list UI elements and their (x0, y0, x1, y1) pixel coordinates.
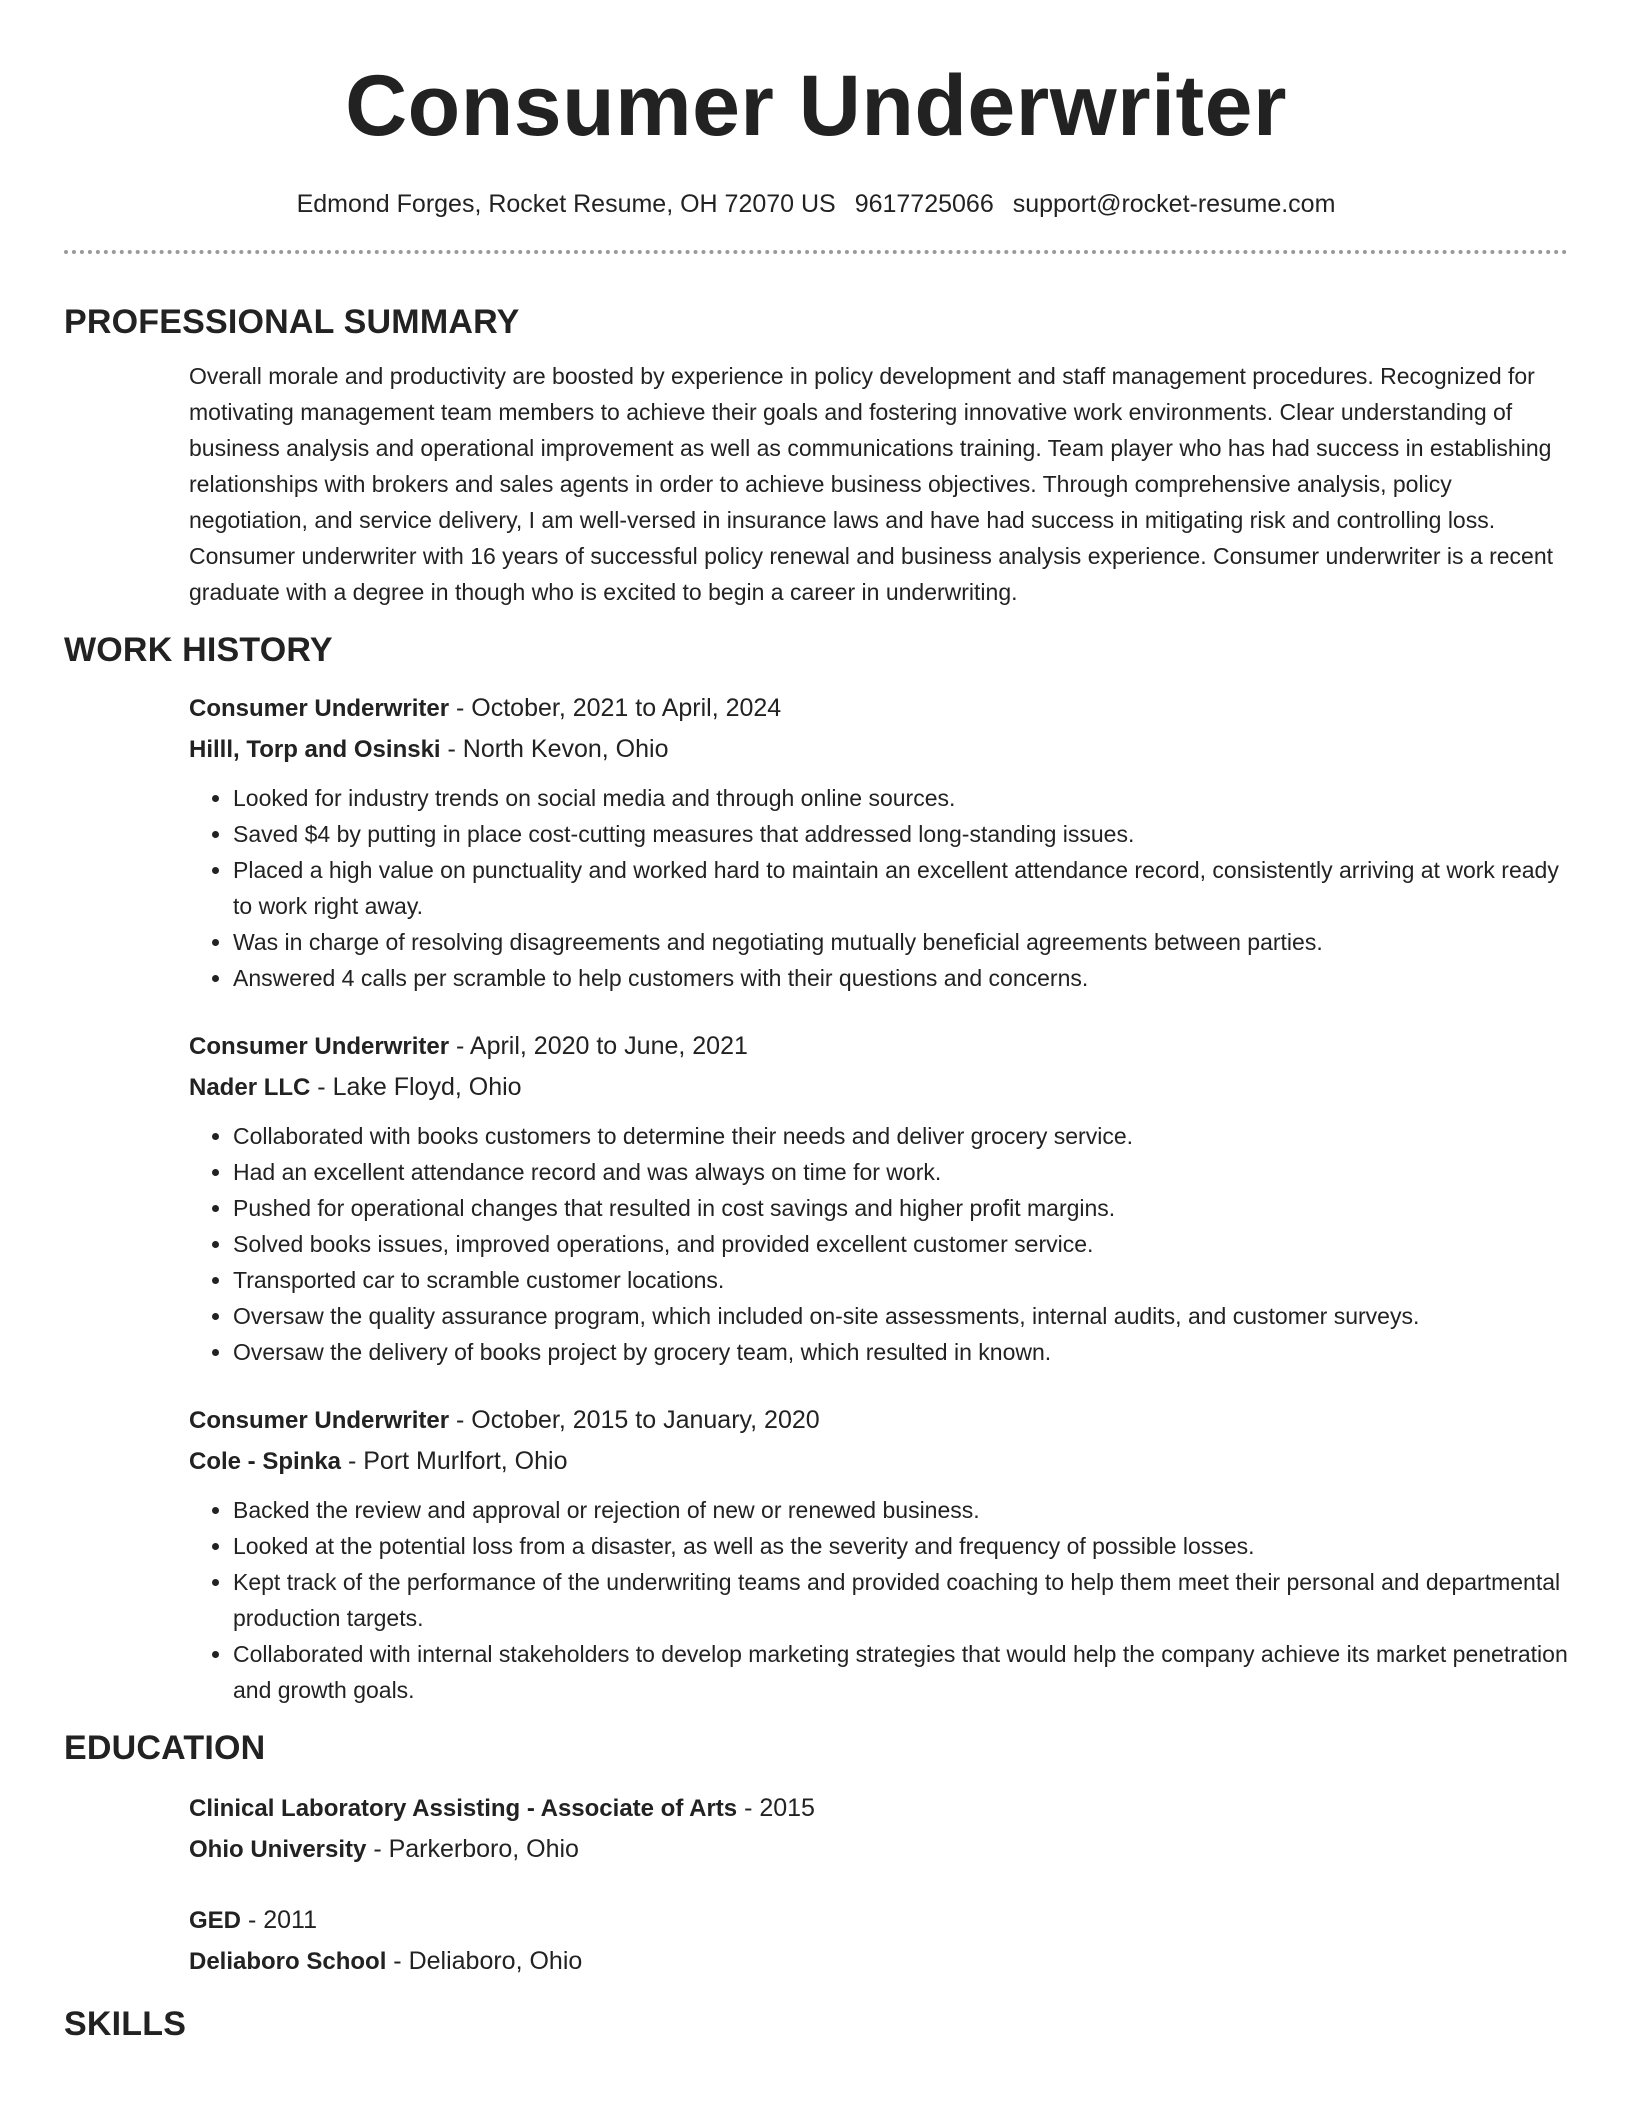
summary-text: Overall morale and productivity are boosted by experience in policy development and staff management procedures. Recognized for motivating management team members to achieve their goals and fostering innovative work environments. Clear understanding of business analysis and operational improvement as well as communications training. Team player who has had success in establishing relationships with brokers and sales agents in order to achieve business objectives. Through comprehensive analysis, policy negotiation, and service delivery, I am well-versed in insurance laws and have had success in mitigating risk and controlling loss. Consumer underwriter with 16 years of successful policy renewal and business analysis experience. Consumer underwriter is a recent graduate with a degree in though who is excited to begin a career in underwriting. (189, 363, 1554, 605)
job-bullet: • Collaborated with books customers to determine their needs and deliver grocery service. (233, 1118, 1568, 1154)
job-company-line (189, 729, 1568, 770)
job-role: Consumer Underwriter (189, 1033, 450, 1060)
skills-section (64, 1998, 1568, 2050)
job-bullets (189, 780, 1568, 996)
job-company: Cole - Spinka (189, 1448, 342, 1475)
section-title-work-history: WORK HISTORY (64, 631, 333, 669)
section-title-education: EDUCATION (64, 1729, 266, 1767)
education-year: - 2011 (241, 1906, 317, 1934)
resume-content (64, 296, 1568, 2050)
job-location: - Port Murlfort, Ohio (341, 1447, 568, 1475)
job-company: Hilll, Torp and Osinski (189, 736, 441, 763)
section-title-summary: PROFESSIONAL SUMMARY (64, 303, 520, 341)
job-bullet: • Backed the review and approval or rejection of new or renewed business. (233, 1492, 1568, 1528)
education-school-line (189, 1829, 1568, 1870)
header-divider (64, 250, 1568, 254)
education-degree: GED (189, 1907, 242, 1934)
job-entry (189, 1400, 1568, 1708)
job-bullets (189, 1118, 1568, 1370)
job-bullet: • Answered 4 calls per scramble to help customers with their questions and concerns. (233, 960, 1568, 996)
candidate-name: Consumer Underwriter (345, 58, 1287, 154)
contact-address: Edmond Forges, Rocket Resume, OH 72070 US (296, 190, 836, 218)
education-school: Deliaboro School (189, 1948, 387, 1975)
job-location: - North Kevon, Ohio (440, 735, 669, 763)
education-degree-line (189, 1900, 1568, 1941)
education-location: - Parkerboro, Ohio (366, 1835, 579, 1863)
job-location: - Lake Floyd, Ohio (310, 1073, 522, 1101)
education-location: - Deliaboro, Ohio (386, 1947, 583, 1975)
job-dates: - April, 2020 to June, 2021 (449, 1032, 748, 1060)
job-bullet: • Pushed for operational changes that resulted in cost savings and higher profit margins. (233, 1190, 1568, 1226)
education-section (64, 1722, 1568, 1982)
job-entry (189, 688, 1568, 996)
section-title-skills: SKILLS (64, 2005, 187, 2043)
education-entry (189, 1900, 1568, 1982)
job-bullet: • Looked for industry trends on social media and through online sources. (233, 780, 1568, 816)
job-bullet: • Oversaw the delivery of books project by grocery team, which resulted in known. (233, 1334, 1568, 1370)
job-dates: - October, 2021 to April, 2024 (449, 694, 782, 722)
job-entry (189, 1026, 1568, 1370)
job-dates: - October, 2015 to January, 2020 (449, 1406, 820, 1434)
job-bullets (189, 1492, 1568, 1708)
job-bullet: • Solved books issues, improved operations, and provided excellent customer service. (233, 1226, 1568, 1262)
job-title-line (189, 688, 1568, 729)
job-bullet: • Collaborated with internal stakeholders to develop marketing strategies that would help the company achieve its market penetration and growth goals. (233, 1636, 1568, 1708)
job-company-line (189, 1441, 1568, 1482)
education-year: - 2015 (737, 1794, 815, 1822)
summary-section (64, 296, 1568, 610)
job-company-line (189, 1067, 1568, 1108)
contact-phone: 9617725066 (854, 190, 994, 218)
education-school-line (189, 1941, 1568, 1982)
resume-header (0, 0, 1632, 220)
job-bullet: • Looked at the potential loss from a disaster, as well as the severity and frequency of possible losses. (233, 1528, 1568, 1564)
job-bullet: • Was in charge of resolving disagreements and negotiating mutually beneficial agreements between parties. (233, 924, 1568, 960)
job-bullet: • Oversaw the quality assurance program, which included on-site assessments, internal audits, and customer surveys. (233, 1298, 1568, 1334)
contact-email: support@rocket-resume.com (1012, 190, 1336, 218)
education-entry (189, 1788, 1568, 1870)
job-role: Consumer Underwriter (189, 695, 450, 722)
work-history-section (64, 624, 1568, 1708)
job-bullet: • Saved $4 by putting in place cost-cutting measures that addressed long-standing issues. (233, 816, 1568, 852)
job-bullet: • Had an excellent attendance record and was always on time for work. (233, 1154, 1568, 1190)
education-degree-line (189, 1788, 1568, 1829)
job-company: Nader LLC (189, 1074, 311, 1101)
education-degree: Clinical Laboratory Assisting - Associate of Arts (189, 1795, 738, 1822)
job-bullet: • Transported car to scramble customer locations. (233, 1262, 1568, 1298)
contact-line (0, 188, 1632, 220)
job-role: Consumer Underwriter (189, 1407, 450, 1434)
education-school: Ohio University (189, 1836, 367, 1863)
job-bullet: • Placed a high value on punctuality and worked hard to maintain an excellent attendance record, consistently arriving at work ready to work right away. (233, 852, 1568, 924)
job-title-line (189, 1400, 1568, 1441)
job-bullet: • Kept track of the performance of the underwriting teams and provided coaching to help them meet their personal and departmental production targets. (233, 1564, 1568, 1636)
job-title-line (189, 1026, 1568, 1067)
